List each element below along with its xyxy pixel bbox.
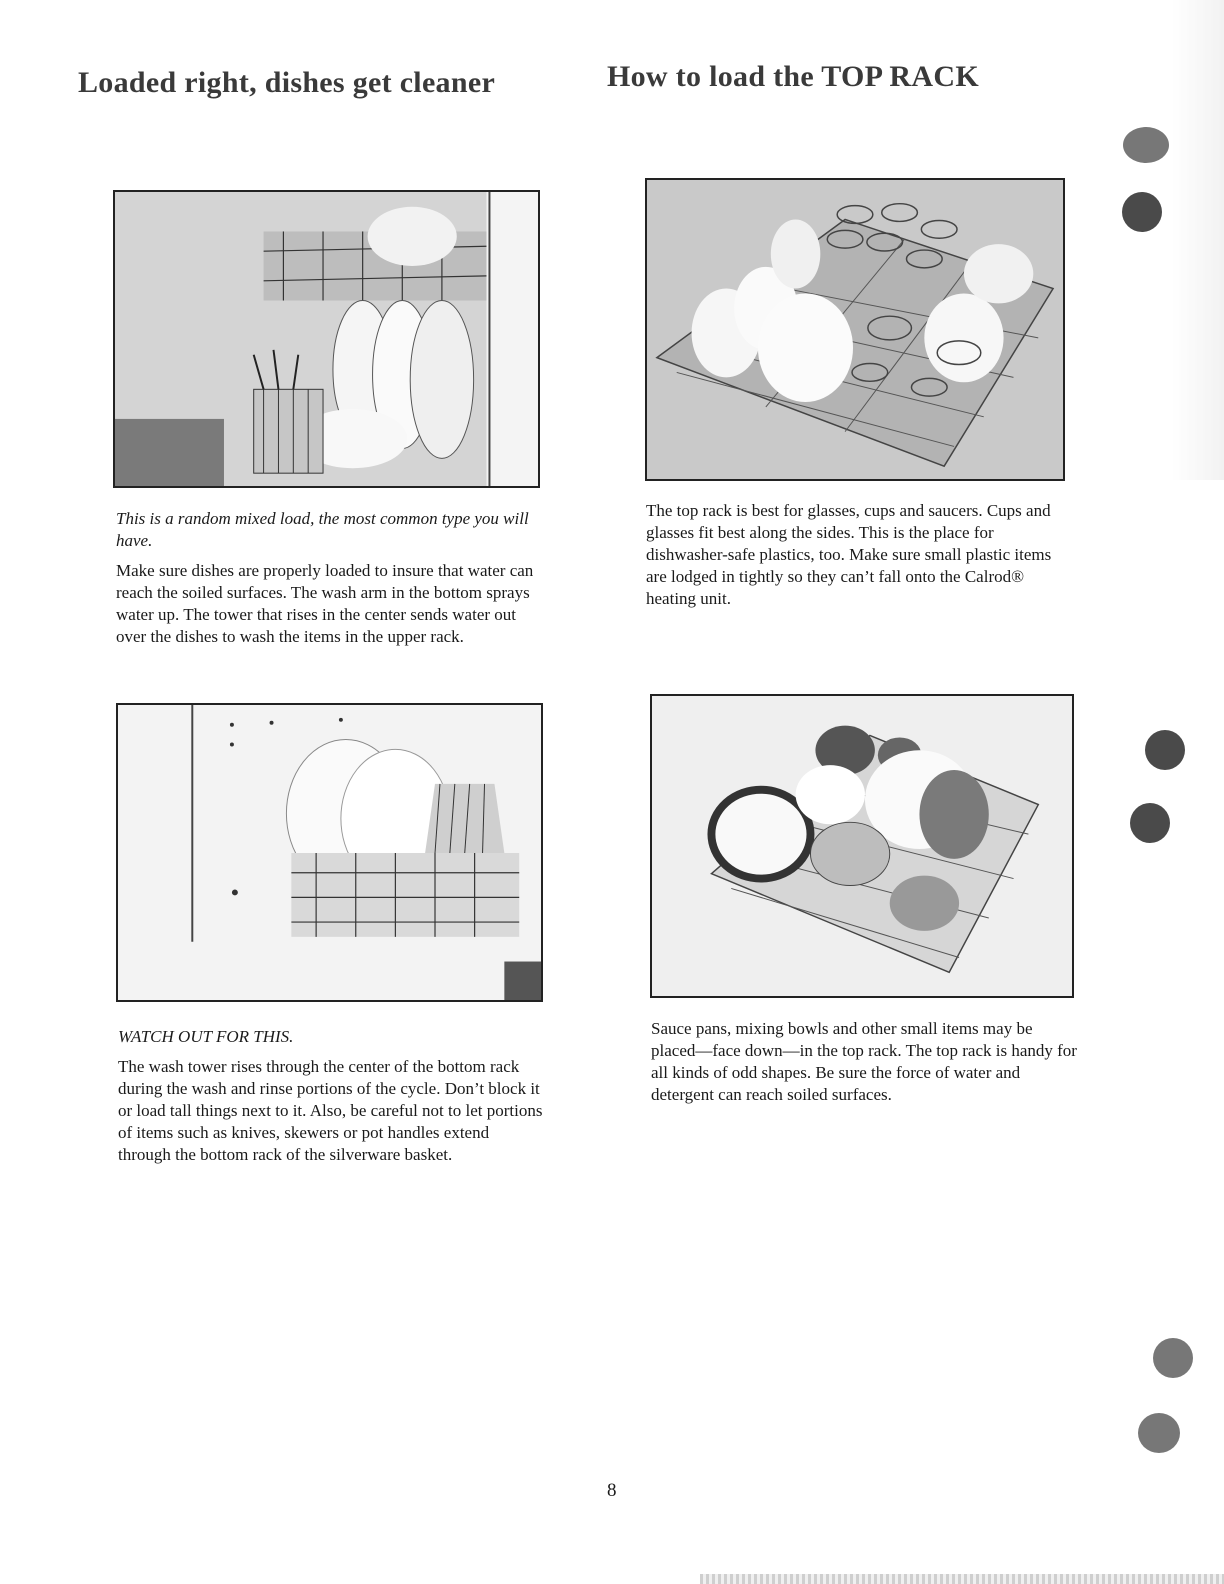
sauce-pans-body: Sauce pans, mixing bowls and other small items may be placed—face down—in the top rack. The top rack is handy for all kinds of odd shapes. Be sure the force of water and detergent can reach soiled surfaces. bbox=[651, 1019, 1077, 1104]
right-heading: How to load the TOP RACK bbox=[607, 60, 979, 93]
mixed-load-photo bbox=[113, 190, 540, 488]
wash-tower-photo bbox=[116, 703, 543, 1002]
mixed-load-body: Make sure dishes are properly loaded to insure that water can reach the soiled surfaces. The wash arm in the bottom sprays water up. The tower that rises in the center sends water out over the dishes to wash the items in the upper rack. bbox=[116, 561, 534, 646]
top-rack-glasses-photo bbox=[645, 178, 1065, 481]
binder-hole bbox=[1122, 192, 1162, 232]
top-rack-body: The top rack is best for glasses, cups and saucers. Cups and glasses fit best along the sides. This is the place for dishwasher-safe plastics, too. Make sure small plastic items are lodged in tightly so they can’t fall onto the Calrod® heating unit. bbox=[646, 501, 1052, 608]
top-rack-text bbox=[646, 500, 1066, 610]
watch-out-caption: WATCH OUT FOR THIS. bbox=[118, 1027, 294, 1046]
mixed-load-caption: This is a random mixed load, the most common type you will have. bbox=[116, 509, 529, 550]
sauce-pans-text bbox=[651, 1018, 1079, 1106]
binder-hole bbox=[1130, 803, 1170, 843]
left-heading: Loaded right, dishes get cleaner bbox=[78, 66, 496, 99]
binder-hole bbox=[1145, 730, 1185, 770]
watch-out-text bbox=[118, 1026, 544, 1166]
page-edge-shading bbox=[1172, 0, 1224, 480]
page-number: 8 bbox=[607, 1480, 617, 1501]
binder-hole bbox=[1138, 1413, 1180, 1453]
sauce-pans-photo bbox=[650, 694, 1074, 998]
scan-edge bbox=[700, 1574, 1224, 1584]
mixed-load-text bbox=[116, 508, 540, 648]
binder-hole bbox=[1153, 1338, 1193, 1378]
binder-hole bbox=[1123, 127, 1169, 163]
watch-out-body: The wash tower rises through the center of the bottom rack during the wash and rinse portions of the cycle. Don’t block it or load tall things next to it. Also, be careful not to let portions of items such as knives, skewers or pot handles extend through the bottom rack of the silverware basket. bbox=[118, 1057, 543, 1164]
